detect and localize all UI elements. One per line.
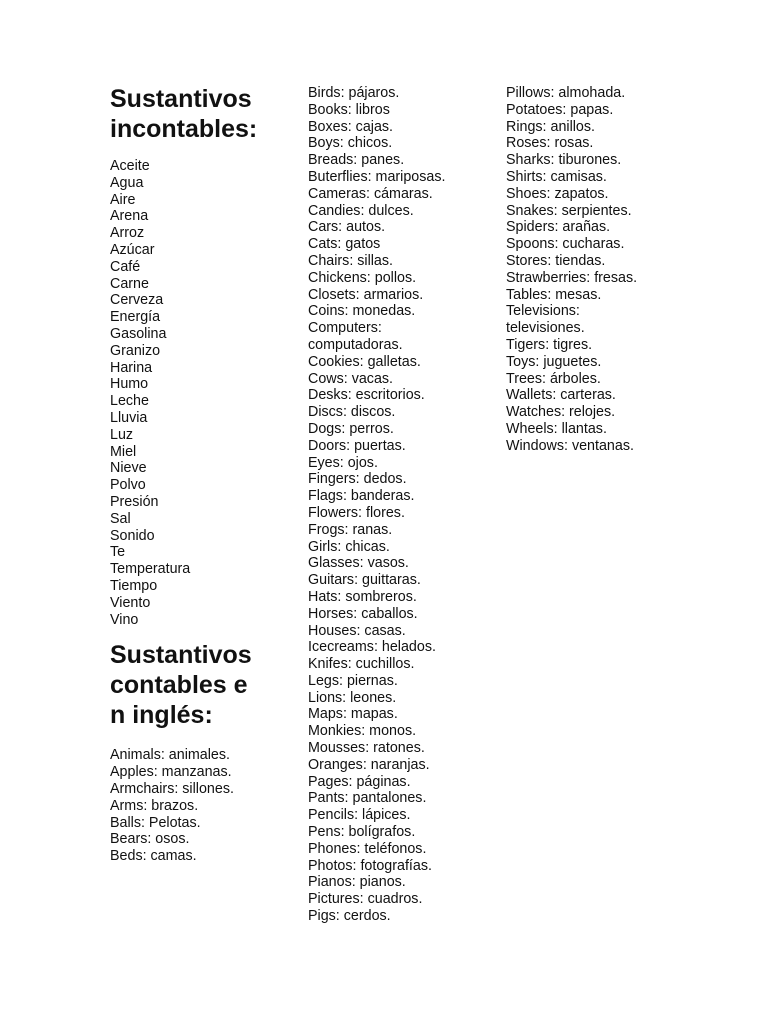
column-3 bbox=[506, 85, 706, 455]
list-item: Legs: piernas. bbox=[308, 672, 398, 689]
list-item: Te bbox=[110, 544, 126, 561]
list-item: Knifes: cuchillos. bbox=[308, 656, 415, 673]
list-item: Pencils: lápices. bbox=[308, 807, 411, 824]
list-item: Tigers: tigres. bbox=[506, 336, 593, 353]
list-item: Monkies: monos. bbox=[308, 723, 417, 740]
list-item: Azúcar bbox=[110, 241, 155, 258]
list-item: Pants: pantalones. bbox=[308, 790, 427, 807]
list-item: Miel bbox=[110, 443, 137, 460]
list-item: Pigs: cerdos. bbox=[308, 908, 391, 925]
countable-nouns-list-part-1 bbox=[110, 747, 280, 865]
list-item: Dogs: perros. bbox=[308, 420, 394, 437]
list-item: Stores: tiendas. bbox=[506, 252, 606, 269]
list-item: Discs: discos. bbox=[308, 404, 396, 421]
list-item: Shirts: camisas. bbox=[506, 168, 607, 185]
list-item: Rings: anillos. bbox=[506, 118, 595, 135]
list-item: Candies: dulces. bbox=[308, 202, 414, 219]
list-item: Frogs: ranas. bbox=[308, 521, 393, 538]
list-item: Eyes: ojos. bbox=[308, 454, 378, 471]
list-item: Photos: fotografías. bbox=[308, 857, 432, 874]
list-item: Cows: vacas. bbox=[308, 370, 394, 387]
list-item: Cookies: galletas. bbox=[308, 353, 421, 370]
list-item: Polvo bbox=[110, 477, 146, 494]
list-item: Flowers: flores. bbox=[308, 504, 405, 521]
list-item: Beds: camas. bbox=[110, 848, 197, 865]
list-item: Sharks: tiburones. bbox=[506, 152, 622, 169]
list-item: Oranges: naranjas. bbox=[308, 756, 430, 773]
list-item: Bears: osos. bbox=[110, 831, 190, 848]
list-item: Animals: animales. bbox=[110, 747, 230, 764]
list-item: Hats: sombreros. bbox=[308, 588, 417, 605]
list-item: Pianos: pianos. bbox=[308, 874, 406, 891]
list-item: Vino bbox=[110, 611, 139, 628]
list-item: Icecreams: helados. bbox=[308, 639, 436, 656]
list-item: Carne bbox=[110, 275, 149, 292]
column-1 bbox=[110, 84, 280, 865]
list-item: Granizo bbox=[110, 342, 161, 359]
list-item: Cats: gatos bbox=[308, 236, 381, 253]
heading-uncountable-nouns: Sustantivos incontables: bbox=[110, 85, 258, 143]
list-item: Glasses: vasos. bbox=[308, 555, 409, 572]
list-item: Humo bbox=[110, 376, 149, 393]
list-item: Pictures: cuadros. bbox=[308, 891, 423, 908]
list-item: Computers: computadoras. bbox=[308, 320, 403, 353]
list-item: Mousses: ratones. bbox=[308, 740, 425, 757]
list-item: Buterflies: mariposas. bbox=[308, 168, 446, 185]
list-item: Doors: puertas. bbox=[308, 437, 406, 454]
list-item: Cars: autos. bbox=[308, 219, 386, 236]
list-item: Chickens: pollos. bbox=[308, 269, 417, 286]
list-item: Temperatura bbox=[110, 561, 191, 578]
list-item: Trees: árboles. bbox=[506, 370, 601, 387]
list-item: Wheels: llantas. bbox=[506, 420, 607, 437]
list-item: Aceite bbox=[110, 158, 150, 174]
list-item: Wallets: carteras. bbox=[506, 387, 616, 404]
list-item: Pillows: almohada. bbox=[506, 85, 626, 101]
list-item: Toys: juguetes. bbox=[506, 353, 602, 370]
column-2 bbox=[308, 85, 493, 925]
list-item: Aire bbox=[110, 191, 136, 208]
list-item: Horses: caballos. bbox=[308, 605, 418, 622]
list-item: Sonido bbox=[110, 527, 155, 544]
list-item: Armchairs: sillones. bbox=[110, 780, 234, 797]
list-item: Strawberries: fresas. bbox=[506, 269, 638, 286]
list-item: Arms: brazos. bbox=[110, 797, 199, 814]
list-item: Tables: mesas. bbox=[506, 286, 602, 303]
list-item: Energía bbox=[110, 309, 161, 326]
countable-nouns-list-part-2 bbox=[308, 85, 493, 925]
list-item: Spoons: cucharas. bbox=[506, 236, 625, 253]
list-item: Pages: páginas. bbox=[308, 773, 411, 790]
list-item: Arroz bbox=[110, 225, 145, 242]
list-item: Viento bbox=[110, 594, 151, 611]
list-item: Potatoes: papas. bbox=[506, 101, 614, 118]
list-item: Presión bbox=[110, 493, 159, 510]
list-item: Desks: escritorios. bbox=[308, 387, 425, 404]
list-item: Fingers: dedos. bbox=[308, 471, 407, 488]
list-item: Boys: chicos. bbox=[308, 135, 393, 152]
countable-nouns-list-part-3 bbox=[506, 85, 706, 455]
list-item: Closets: armarios. bbox=[308, 286, 424, 303]
list-item: Windows: ventanas. bbox=[506, 437, 634, 454]
list-item: Spiders: arañas. bbox=[506, 219, 611, 236]
list-item: Birds: pájaros. bbox=[308, 85, 400, 101]
list-item: Watches: relojes. bbox=[506, 404, 616, 421]
list-item: Boxes: cajas. bbox=[308, 118, 394, 135]
list-item: Luz bbox=[110, 426, 134, 443]
list-item: Leche bbox=[110, 393, 149, 410]
list-item: Apples: manzanas. bbox=[110, 764, 232, 781]
list-item: Lluvia bbox=[110, 409, 148, 426]
list-item: Pens: bolígrafos. bbox=[308, 824, 416, 841]
list-item: Arena bbox=[110, 208, 149, 225]
list-item: Books: libros bbox=[308, 101, 390, 118]
list-item: Cerveza bbox=[110, 292, 164, 309]
list-item: Nieve bbox=[110, 460, 147, 477]
list-item: Phones: teléfonos. bbox=[308, 840, 427, 857]
list-item: Balls: Pelotas. bbox=[110, 814, 201, 831]
list-item: Chairs: sillas. bbox=[308, 252, 394, 269]
list-item: Cameras: cámaras. bbox=[308, 185, 433, 202]
list-item: Maps: mapas. bbox=[308, 706, 398, 723]
list-item: Café bbox=[110, 258, 141, 275]
list-item: Guitars: guittaras. bbox=[308, 572, 421, 589]
list-item: Tiempo bbox=[110, 577, 158, 594]
list-item: Shoes: zapatos. bbox=[506, 185, 609, 202]
list-item: Sal bbox=[110, 510, 131, 527]
list-item: Breads: panes. bbox=[308, 152, 405, 169]
list-item: Snakes: serpientes. bbox=[506, 202, 632, 219]
list-item: Lions: leones. bbox=[308, 689, 397, 706]
uncountable-nouns-list bbox=[110, 158, 280, 628]
list-item: Coins: monedas. bbox=[308, 303, 416, 320]
list-item: Televisions: televisiones. bbox=[506, 303, 585, 337]
list-item: Girls: chicas. bbox=[308, 538, 390, 555]
list-item: Flags: banderas. bbox=[308, 488, 415, 505]
list-item: Houses: casas. bbox=[308, 622, 406, 639]
list-item: Roses: rosas. bbox=[506, 135, 594, 152]
heading-countable-nouns: Sustantivos contables en inglés: bbox=[110, 641, 252, 730]
list-item: Gasolina bbox=[110, 325, 167, 342]
list-item: Agua bbox=[110, 174, 144, 191]
list-item: Harina bbox=[110, 359, 153, 376]
